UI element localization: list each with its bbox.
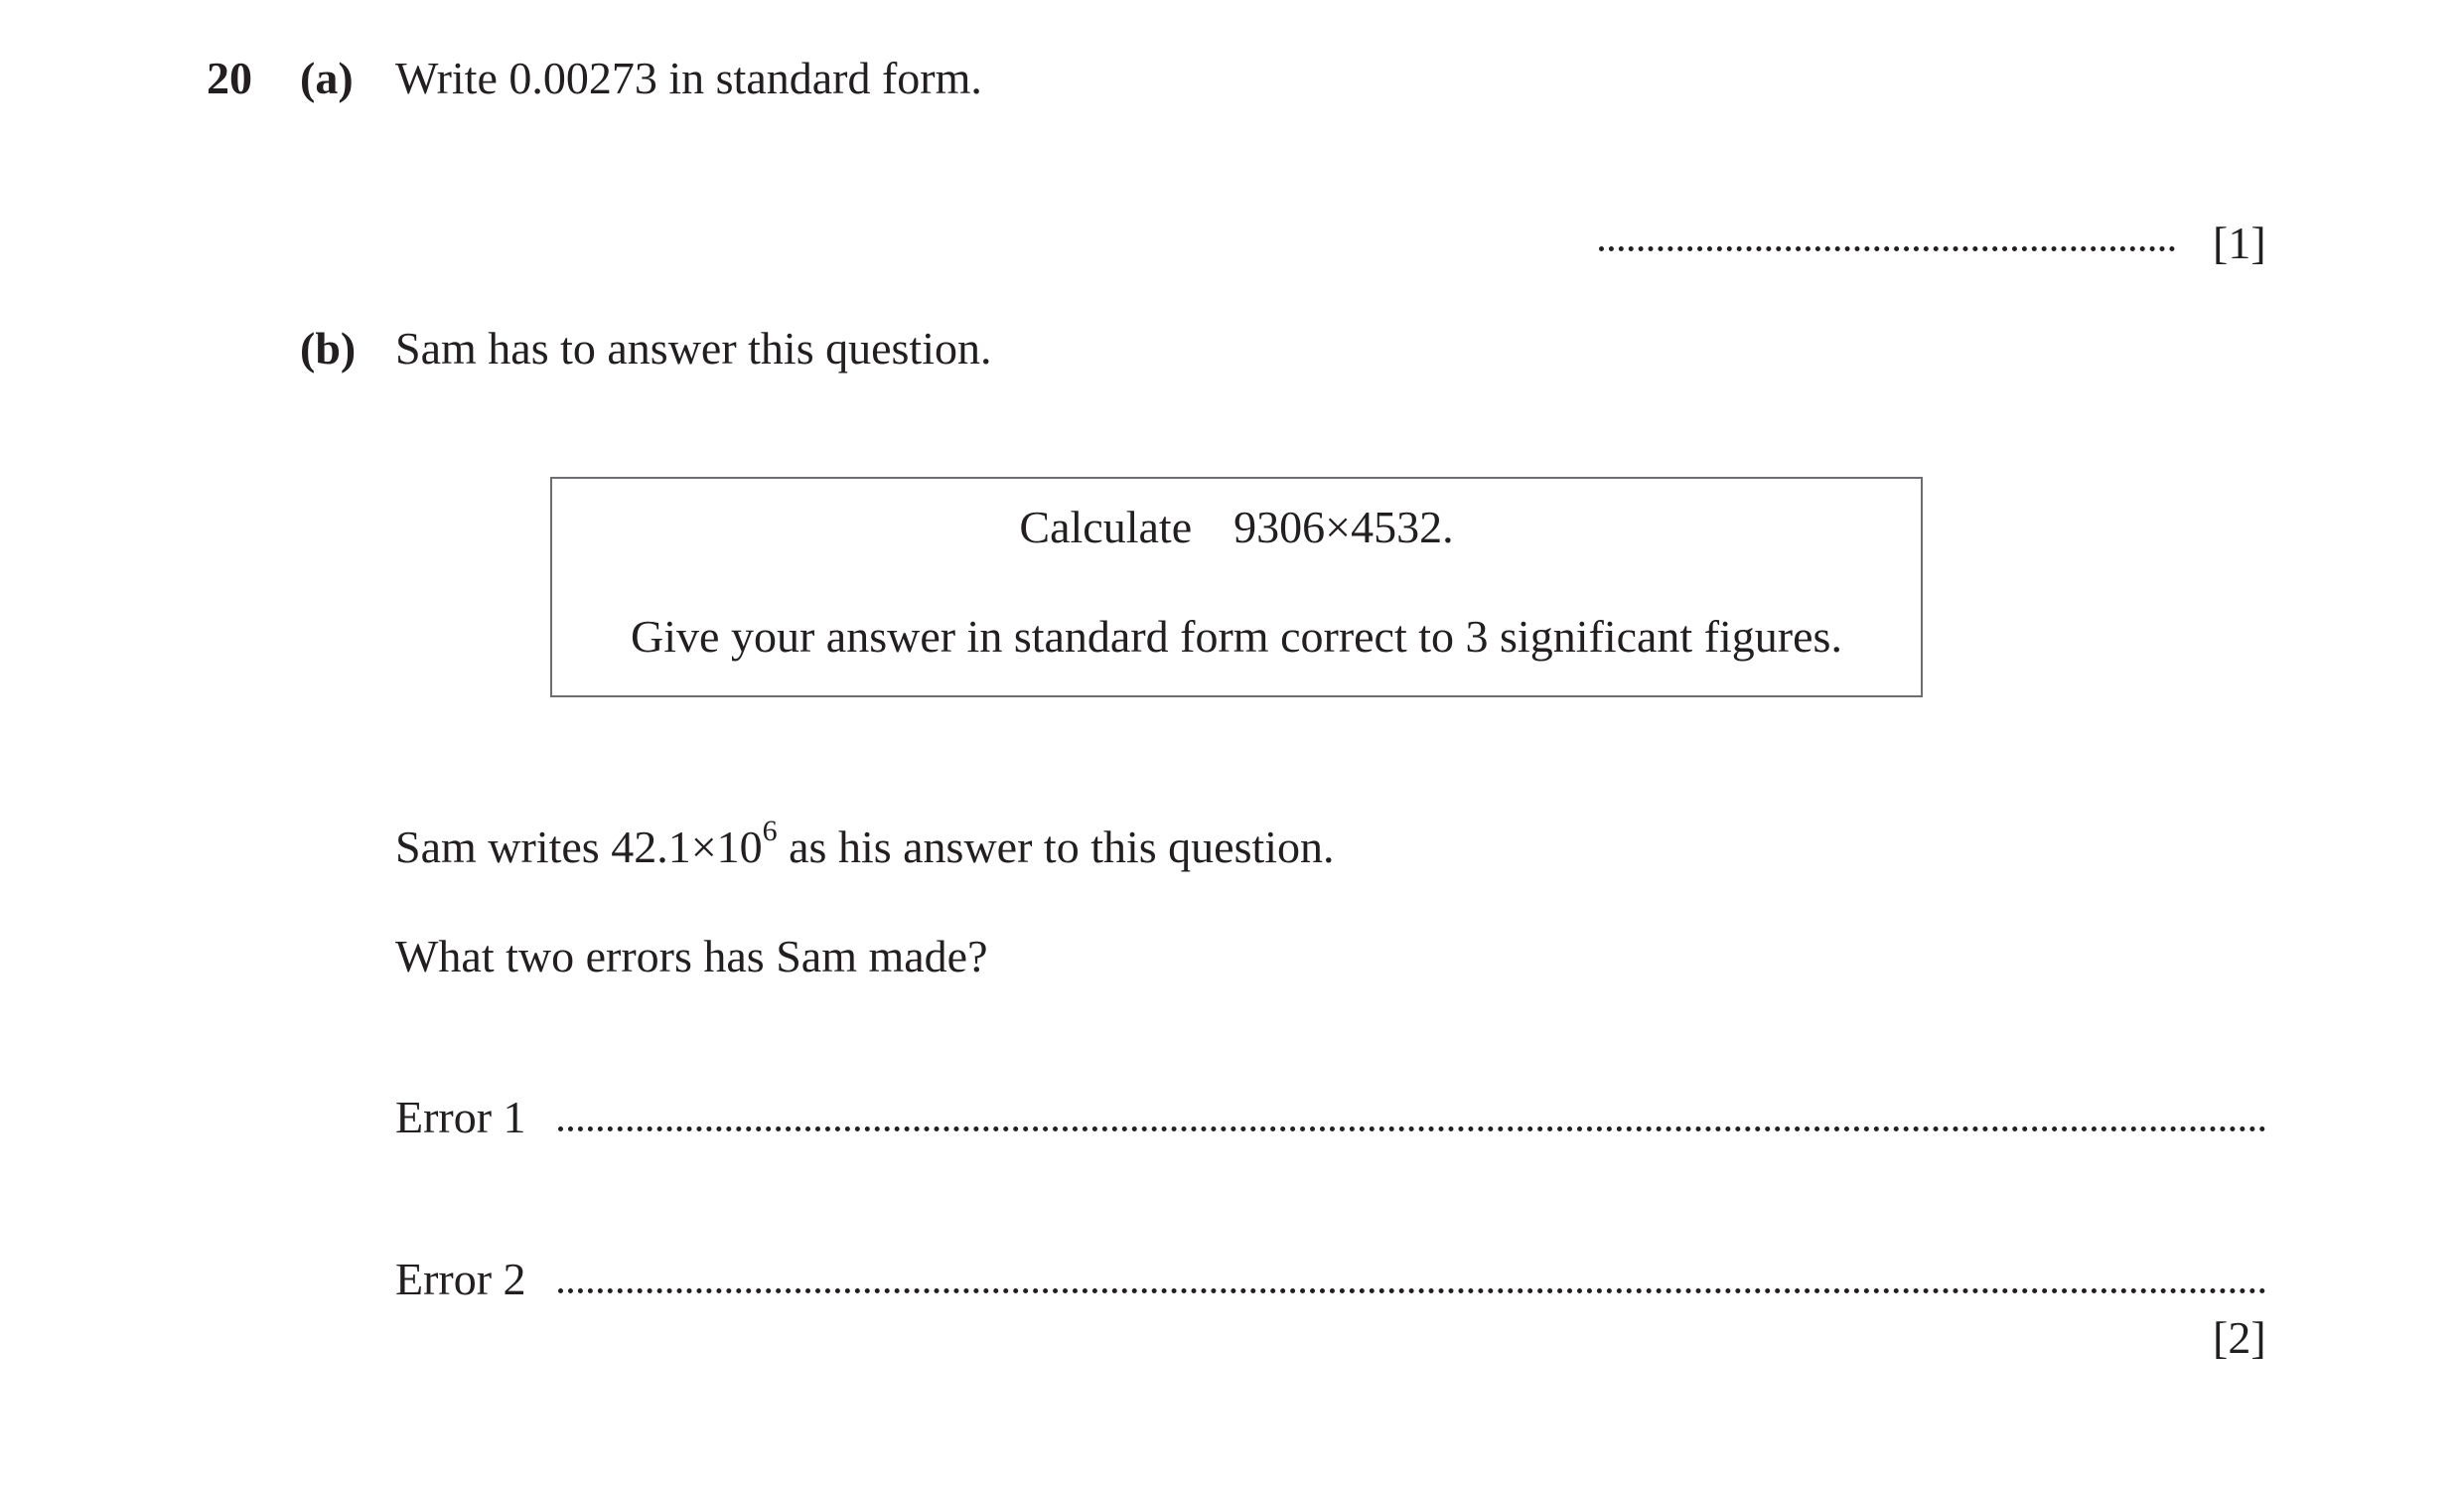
question-box [550,477,1923,697]
question-number: 20 [207,53,252,103]
part-b-label: (b) [300,323,357,374]
part-b-intro-text: Sam has to answer this question. [395,323,992,374]
part-a-marks: [1] [2213,218,2266,268]
sam-answer-before: Sam writes 42.1×10 [395,822,763,872]
part-b-marks: [2] [2213,1312,2266,1363]
box-calculate-word: Calculate [1019,502,1193,552]
error-1-label: Error 1 [395,1092,526,1142]
errors-prompt: What two errors has Sam made? [395,931,988,981]
part-a-label: (a) [300,53,354,103]
error-2-answer-line[interactable] [558,1288,2266,1293]
box-instruction-line: Give your answer in standard form correct to 3 significant figures. [631,611,1842,662]
part-a-question-text: Write 0.00273 in standard form. [395,53,982,103]
box-calculate-expression: 9306×4532. [1233,502,1454,552]
part-a-answer-line[interactable] [1599,246,2175,251]
error-2-label: Error 2 [395,1254,526,1304]
error-1-answer-line[interactable] [558,1126,2266,1131]
sam-answer-exponent: 6 [762,815,778,847]
sam-answer-statement [395,815,1335,872]
sam-answer-after: as his answer to this question. [777,822,1335,872]
box-calculate-line [552,502,1921,552]
